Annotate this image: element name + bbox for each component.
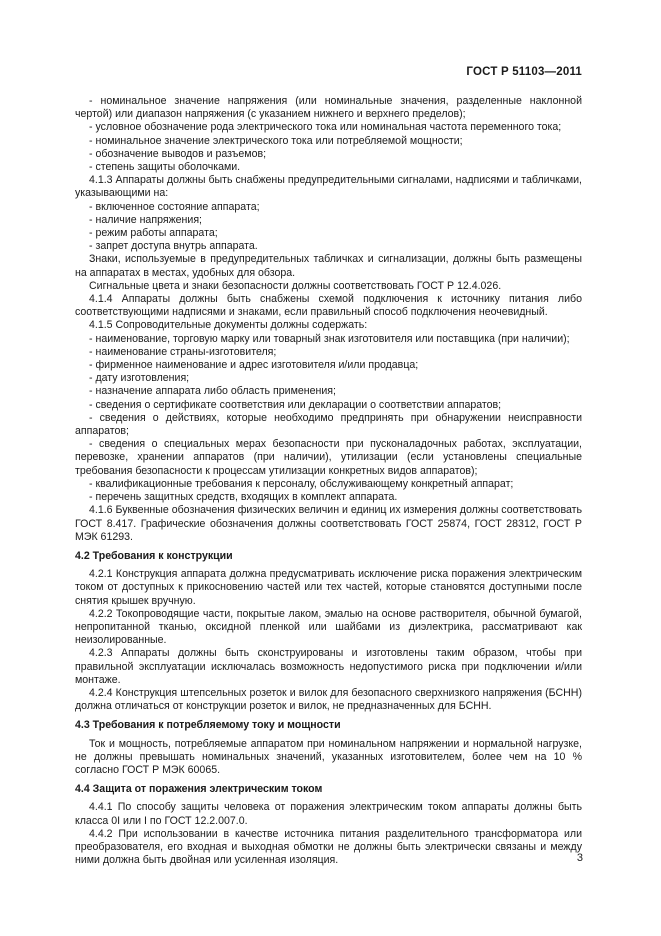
- list-item: - перечень защитных средств, входящих в комплект аппарата.: [89, 491, 398, 504]
- list-item: - фирменное наименование и адрес изготовителя и/или продавца;: [89, 359, 419, 372]
- document-body: [75, 95, 582, 867]
- page-number: 3: [576, 852, 583, 864]
- paragraph-4-1-6: 4.1.6 Буквенные обозначения физических величин и единиц их измерения должны соответствовать ГОСТ 8.417. Графические обозначения должны соответствовать ГОСТ 25874, ГОСТ 28312, ГОСТ Р МЭК 61293.: [75, 504, 582, 543]
- list-item: - номинальное значение электрического тока или потребляемой мощности;: [89, 134, 463, 147]
- list-item: - степень защиты оболочками.: [89, 161, 241, 174]
- paragraph: Знаки, используемые в предупредительных табличках и сигнализации, должны быть размещены на аппаратах в местах, удобных для обзора.: [75, 253, 582, 279]
- list-item: - наименование страны-изготовителя;: [89, 345, 277, 358]
- paragraph-4-1-5: 4.1.5 Сопроводительные документы должны содержать:: [89, 319, 368, 332]
- paragraph: Сигнальные цвета и знаки безопасности должны соответствовать ГОСТ Р 12.4.026.: [89, 279, 502, 292]
- paragraph-4-2-4: 4.2.4 Конструкция штепсельных розеток и вилок для безопасного сверхнизкого напряжения (БСНН) должна отличаться от конструкции розеток и вилок, не предназначенных для БСНН.: [75, 686, 582, 713]
- list-item: - наличие напряжения;: [89, 213, 202, 226]
- list-item: - включенное состояние аппарата;: [89, 200, 260, 213]
- document-id-header: ГОСТ Р 51103—2011: [466, 66, 582, 78]
- list-item: - сведения о специальных мерах безопасности при пусконаладочных работах, эксплуатации, перевозке, хранении аппаратов (при наличии), утилизации (если установлены специальные требования безопасности к процессам утилизации конкретных видов аппаратов);: [75, 438, 582, 477]
- list-item: - запрет доступа внутрь аппарата.: [89, 240, 258, 253]
- list-item: - дату изготовления;: [89, 372, 190, 385]
- list-item: - квалификационные требования к персоналу, обслуживающему конкретный аппарат;: [89, 477, 514, 490]
- list-item: - сведения о действиях, которые необходимо предпринять при обнаружении неисправности аппаратов;: [75, 411, 582, 438]
- list-item: - номинальное значение напряжения (или номинальные значения, разделенные наклонной чертой) или диапазон напряжения (с указанием нижнего и верхнего пределов);: [75, 95, 582, 121]
- section-heading-4-2: 4.2 Требования к конструкции: [75, 549, 233, 562]
- paragraph-4-2-2: 4.2.2 Токопроводящие части, покрытые лаком, эмалью на основе растворителя, обычной бумагой, непропитанной тканью, оксидной пленкой или шайбами из диэлектрика, рассматривают как неизолированные.: [75, 607, 582, 647]
- paragraph-4-1-3: 4.1.3 Аппараты должны быть снабжены предупредительными сигналами, надписями и табличками, указывающими на:: [75, 174, 582, 200]
- paragraph-4-2-3: 4.2.3 Аппараты должны быть сконструированы и изготовлены таким образом, чтобы при правильной эксплуатации исключалась возможность недопустимого риска при подключении и/или монтаже.: [75, 647, 582, 686]
- list-item: - наименование, торговую марку или товарный знак изготовителя или поставщика (при наличии);: [89, 332, 570, 345]
- section-heading-4-3: 4.3 Требования к потребляемому току и мощности: [75, 719, 341, 732]
- list-item: - режим работы аппарата;: [89, 227, 218, 240]
- list-item: - назначение аппарата либо область применения;: [89, 385, 336, 398]
- paragraph-4-3: Ток и мощность, потребляемые аппаратом при номинальном напряжении и нормальной нагрузке, не должны превышать номинальных значений, указанных изготовителем, более чем на 10 % согласно ГОСТ Р МЭК 60065.: [75, 737, 582, 776]
- section-heading-4-4: 4.4 Защита от поражения электрическим током: [75, 783, 323, 796]
- list-item: - условное обозначение рода электрического тока или номинальная частота переменного тока;: [89, 121, 562, 134]
- paragraph-4-1-4: 4.1.4 Аппараты должны быть снабжены схемой подключения к источнику питания либо соответствующими надписями и знаками, если правильный способ подключения неочевидный.: [75, 293, 582, 319]
- paragraph-4-2-1: 4.2.1 Конструкция аппарата должна предусматривать исключение риска поражения электрическим током от доступных к прикосновению частей или тех частей, которые становятся доступными после снятия крышек вручную.: [75, 568, 582, 607]
- list-item: - сведения о сертификате соответствия или декларации о соответствии аппаратов;: [89, 398, 502, 411]
- list-item: - обозначение выводов и разъемов;: [89, 147, 267, 160]
- paragraph-4-4-2: 4.4.2 При использовании в качестве источника питания разделительного трансформатора или преобразователя, его входная и выходная обмотки не должны быть электрически связаны и между ними должна быть двойная или усиленная изоляция.: [75, 827, 582, 867]
- paragraph-4-4-1: 4.4.1 По способу защиты человека от поражения электрическим током аппараты должны быть класса 0I или I по ГОСТ 12.2.007.0.: [75, 801, 582, 827]
